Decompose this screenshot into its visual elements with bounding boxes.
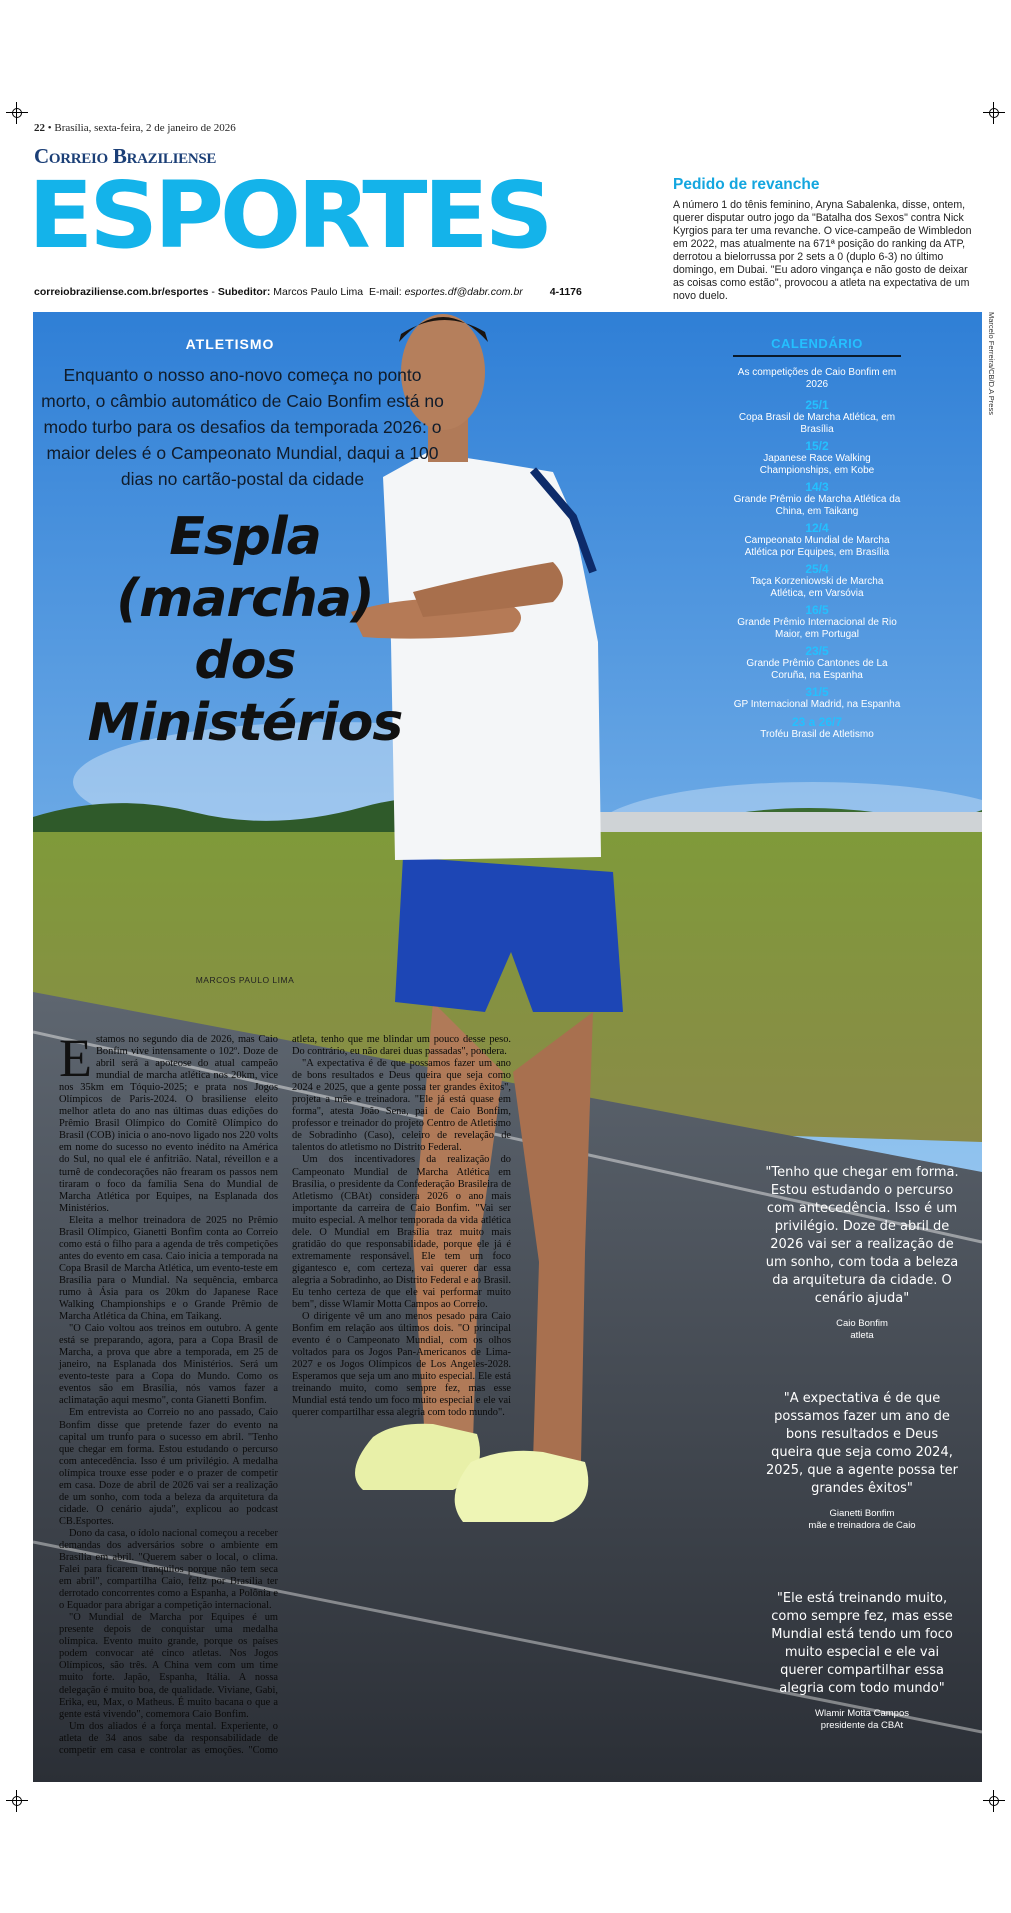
article-paragraph: "O Caio voltou aos treinos em outubro. A gente está se preparando, agora, para a Copa Brasil de Marcha, a prova que abre a temporada, em 25 de janeiro, na Esplanada dos Ministérios. Será um evento-teste para a Copa do Mundo. Como os eventos são em Brasília, nós vamos fazer a aclimatação aqui mesmo", conta Gianetti Bonfim. (59, 1323, 278, 1407)
quote-text: "A expectativa é de que possamos fazer um ano de bons resultados e Deus queira que seja como 2024, 2025, que a agente possa ter grandes êxitos" (765, 1391, 959, 1496)
calendar-intro: As competições de Caio Bonfim em 2026 (737, 367, 897, 390)
quote-attribution (764, 1318, 960, 1342)
quote-author: Caio Bonfim (836, 1318, 888, 1329)
article-deck: Enquanto o nosso ano-novo começa no ponto morto, o câmbio automático de Caio Bonfim está no modo turbo para os desafios da temporada 2026: o maior deles é o Campeonato Mundial, daqui a 100 dias no cartão-postal da cidade (41, 365, 444, 489)
calendar-divider (733, 355, 901, 357)
calendar-event: GP Internacional Madrid, na Espanha (733, 699, 901, 710)
article-kicker: ATLETISMO (185, 336, 275, 352)
calendar-event: Grande Prêmio Internacional de Rio Maior, em Portugal (737, 617, 897, 640)
calendar-event: Troféu Brasil de Atletismo (760, 728, 874, 740)
calendar-item (733, 480, 901, 517)
calendar-item (733, 562, 901, 599)
article-paragraph: "A expectativa é de que possamos fazer um ano de bons resultados e Deus queira que seja como 2024 e 2025, que a gente possa ter grandes êxitos", projeta a mãe e treinadora. "Ele já está quase em forma", atesta João Sena, pai de Caio Bonfim, professor e treinador do projeto Centro de Atletismo de Sobradinho (Caso), celeiro de revelação de talentos do atletismo no Distrito Federal. (292, 1058, 511, 1154)
calendar-date: 12/4 (805, 521, 829, 535)
calendar-item (733, 603, 901, 640)
pull-quote (764, 1390, 960, 1532)
calendar-date: 23/5 (805, 644, 829, 658)
calendar-date: 15/2 (805, 439, 829, 453)
calendar-event: Taça Korzeniowski de Marcha Atlética, em Varsóvia (750, 576, 884, 599)
article-paragraph: Em entrevista ao Correio no ano passado, Caio Bonfim disse que pretende fazer do evento na capital um trunfo para o sucesso em abril. "Tenho que chegar em forma. Estou estudando o percurso com antecedência. Isso é um privilégio. A medalha olímpica trouxe esse poder e o prazer de competir em casa. Doze de abril de 2026 vai ser a realização de um sonho, com toda a beleza da arquitetura da cidade. O cenário ajuda", explicou ao podcast CB.Esportes. (59, 1407, 278, 1527)
article-headline (40, 506, 450, 754)
page-number: 22 (34, 122, 45, 134)
folio (34, 122, 236, 134)
calendar-item (733, 644, 901, 681)
quote-author: Wlamir Motta Campos (815, 1708, 909, 1719)
calendar-event: Grande Prêmio Cantones de La Coruña, na Espanha (746, 658, 888, 681)
brief-text: A número 1 do tênis feminino, Aryna Sabalenka, disse, ontem, querer disputar outro jogo da "Batalha dos Sexos" contra Nick Kyrgios para ter uma revanche. O vice-campeão de Wimbledon em 2022, mas atualmente na 671ª posição do ranking da ATP, derrotou a bielorrussa por 2 sets a 0 (duplo 6-3) no último domingo, em Dubai. "Eu adoro vingança e não gosto de deixar as coisas como estão", provocou a atleta na expectativa de um novo duelo. (673, 199, 972, 302)
article-paragraph: Eleita a melhor treinadora de 2025 no Prêmio Brasil Olímpico, Gianetti Bonfim conta ao Correio como está o filho para a agenda de três competições antes do evento em casa. Caio inicia a temporada na Copa Brasil de Marcha Atlética, um evento-teste em Brasília para o Mundial. Na sequência, embarca rumo à Ásia para os 20km do Japanese Race Walking Championships e o Grande Prêmio de Marcha Atlética da China, em Taikang. (59, 1214, 278, 1323)
headline-line: Ministérios (87, 693, 403, 753)
headline-line: dos (194, 631, 296, 691)
quote-attribution (764, 1508, 960, 1532)
article-paragraph: Um dos aliados é a força mental. Experiente, o atleta de 34 anos sabe da responsabilidade de competir em casa e controlar as emoções. "Como atleta, tenho que me blindar um pouco desse peso. Do contrário, eu não darei duas passadas", pondera. (59, 1034, 511, 1756)
quote-role: atleta (850, 1330, 874, 1341)
credits-separator: - (211, 286, 218, 298)
quote-attribution (764, 1708, 960, 1732)
calendar-event: Copa Brasil de Marcha Atlética, em Brasília (738, 412, 896, 435)
calendar-item (733, 685, 901, 711)
section-title: ESPORTES (28, 162, 550, 269)
registration-mark-icon (983, 102, 1005, 124)
quote-author: Gianetti Bonfim (829, 1508, 895, 1519)
paragraph-text: stamos no segundo dia de 2026, mas Caio Bonfim vive intensamente o 102º. Doze de abril será a apoteose do atual campeão mundial de marcha atlética nos 20km, vice nos 35km em Tóquio-2025; e prata nos Jogos Olímpicos de Paris-2024. O brasiliense eleito melhor atleta do ano nas últimas duas edições do Prêmio Brasil Olímpico do Comitê Olímpico do Brasil (COB) inicia o ano-novo ligado nos 220 volts em nome do sucesso no evento inédito na América do Sul, no qual ele é anfitrião. Natal, réveillon e a turnê de condecorações não frearam os passos nem tiraram o foco da família Sena do Mundial de Marcha Atlética por Equipes, na Esplanada dos Ministérios. (59, 1034, 278, 1214)
editor-name: Marcos Paulo Lima (273, 286, 364, 298)
calendar-item (733, 439, 901, 476)
quote-text: "Tenho que chegar em forma. Estou estudando o percurso com antecedência. Isso é um privilégio. Doze de abril de 2026 vai ser a realização de um sonho, com toda a beleza da arquitetura da cidade. O cenário ajuda" (765, 1165, 959, 1306)
calendar-event: Japanese Race Walking Championships, em Kobe (759, 453, 875, 476)
article-byline: MARCOS PAULO LIMA (195, 975, 295, 985)
quote-role: mãe e treinadora de Caio (808, 1520, 916, 1531)
phone-fragment: 4-1176 (549, 286, 582, 298)
registration-mark-icon (6, 1790, 28, 1812)
headline-line: (marcha) (116, 569, 374, 629)
sidebar-news-brief (673, 176, 981, 303)
calendar-item (733, 715, 901, 741)
folio-separator: • (47, 122, 55, 134)
brief-title: Pedido de revanche (673, 176, 820, 193)
pull-quote (764, 1590, 960, 1732)
calendar-event: Campeonato Mundial de Marcha Atlética por Equipes, em Brasília (744, 535, 890, 558)
calendar-item (733, 398, 901, 435)
headline-line: Espla (169, 507, 321, 567)
registration-mark-icon (6, 102, 28, 124)
calendar-date: 25/4 (805, 562, 829, 576)
calendar-title: CALENDÁRIO (771, 336, 863, 351)
calendar-date: 25/1 (805, 398, 829, 412)
quote-text: "Ele está treinando muito, como sempre fez, mas esse Mundial está tendo um foco muito especial e ele vai querer compartilhar essa alegria com todo mundo" (771, 1591, 953, 1696)
article-paragraph: Dono da casa, o ídolo nacional começou a receber demandas dos adversários sobre o ambiente em Brasília em abril. "Querem saber o local, o clima. Falei para ficarem tranquilos porque não tem seca em abril", compartilha Caio, feliz por Brasília ter derrotado concorrentes como a Espanha, a Polônia e o Equador para abrigar a competição internacional. (59, 1527, 278, 1612)
article-paragraph (59, 1028, 278, 1215)
calendar-date: 16/5 (805, 603, 829, 617)
article-body (59, 1028, 511, 1764)
pull-quote (764, 1164, 960, 1342)
section-site-link[interactable]: correiobraziliense.com.br/esportes (34, 286, 209, 298)
newspaper-brand: Correio Braziliense (34, 144, 217, 168)
registration-mark-icon (983, 1790, 1005, 1812)
calendar-date: 14/3 (805, 480, 829, 494)
email-label: E-mail: (368, 286, 402, 298)
article-paragraph: O dirigente vê um ano menos pesado para Caio Bonfim em relação aos últimos dois. "O principal evento é o Campeonato Mundial, com os olhos voltados para os Jogos Pan-Americanos de Lima-2027 e os Jogos Olímpicos de Los Angeles-2028. Esperamos que seja um ano muito especial. Ele está treinando muito, como sempre fez, mas esse Mundial está tendo um foco muito especial e ele vai querer compartilhar essa alegria com todo mundo". (292, 1311, 511, 1419)
email-link[interactable]: esportes.df@dabr.com.br (404, 286, 523, 298)
calendar-event: Grande Prêmio de Marcha Atlética da China, em Taikang (733, 494, 901, 517)
calendar-date: 31/5 (805, 685, 829, 699)
photo-credit-text: Marcelo Ferreira/CB/D.A Press (987, 312, 996, 415)
photo-credit (985, 312, 997, 452)
calendar-date: 23 a 26/7 (791, 714, 843, 729)
article-paragraph: "O Mundial de Marcha por Equipes é um presente depois de conquistar uma medalha olímpica. Evento muito grande, porque os países podem convocar até cinco atletas. Nos Jogos Olímpicos, são três. A China vem com um time muito forte. Japão, Espanha, Itália. A nossa delegação é muito boa, de qualidade. Viviane, Gabi, Erika, eu, Max, o Matheus. É muito bacana o que a gente está vivendo", comemora Caio Bonfim. (59, 1612, 278, 1720)
editor-label: Subeditor: (217, 286, 271, 298)
drop-cap: E (59, 1028, 92, 1088)
quote-role: presidente da CBAt (820, 1720, 904, 1731)
dateline: Brasília, sexta-feira, 2 de janeiro de 2026 (54, 122, 236, 134)
article-paragraph: Um dos incentivadores da realização do Campeonato Mundial de Marcha Atlética em Brasília, o presidente da Confederação Brasileira de Atletismo (CBAt) considera 2026 o ano mais importante da carreira de Caio Bonfim. "Vai ser muito especial. A melhor temporada da vida atlética dele. O Mundial em Brasília traz muito mais gratidão do que responsabilidade, porque ele já é extremamente responsável. Ele tem um foco gigantesco e, com certeza, vai querer dar essa alegria a Sobradinho, ao Distrito Federal e ao Brasil. Eu tenho certeza de que ele vai performar muito bem", disse Wlamir Motta Campos ao Correio. (292, 1154, 511, 1311)
calendar-box (733, 336, 901, 744)
editorial-credits (34, 286, 582, 298)
calendar-item (733, 521, 901, 558)
